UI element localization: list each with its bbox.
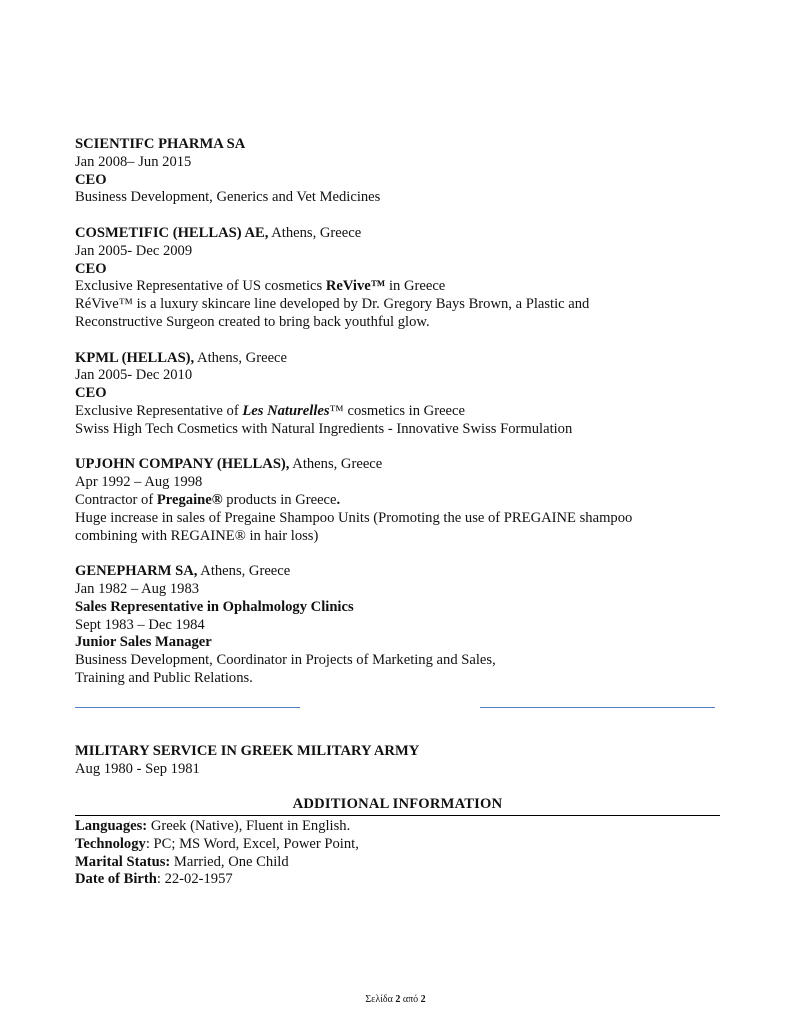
technology-label: Technology (75, 835, 146, 852)
job-description: Training and Public Relations. (75, 669, 253, 686)
company-line (75, 350, 725, 368)
technology-row (75, 836, 359, 854)
job-description: Business Development, Coordinator in Projects of Marketing and Sales, (75, 652, 496, 669)
job-description: Reconstructive Surgeon created to bring back youthful glow. (75, 313, 430, 330)
military-title: MILITARY SERVICE IN GREEK MILITARY ARMY (75, 743, 420, 759)
job-description: combining with REGAINE® in hair loss) (75, 527, 319, 544)
job-role: CEO (75, 171, 107, 188)
marital-value: Married, One Child (170, 853, 289, 870)
job-dates: Jan 2005- Dec 2009 (75, 242, 193, 259)
section-divider (75, 707, 715, 708)
job-dates: Jan 1982 – Aug 1983 (75, 580, 200, 597)
company-location: Athens, Greece (268, 224, 362, 241)
company-location: Athens, Greece (289, 456, 383, 473)
divider-gap (300, 706, 480, 709)
company-line (75, 456, 725, 474)
brand-name: ReVive™ (325, 278, 386, 295)
company-name: GENEPHARM SA, (75, 563, 198, 580)
brand-name: Les Naturelles (242, 402, 330, 419)
dob-label: Date of Birth (75, 871, 157, 888)
military-section (75, 743, 419, 779)
dob-row (75, 871, 359, 889)
company-location: Athens, Greece (197, 563, 291, 580)
footer-page-total: 2 (420, 994, 426, 1005)
job-entry (75, 136, 725, 207)
technology-value: : PC; MS Word, Excel, Power Point, (145, 835, 359, 852)
footer-page-number: 2 (395, 994, 401, 1005)
job-description: Swiss High Tech Cosmetics with Natural Ingredients - Innovative Swiss Formulation (75, 420, 573, 437)
company-line (75, 563, 725, 581)
job-description (75, 492, 725, 510)
job-dates: Sept 1983 – Dec 1984 (75, 616, 205, 633)
description-period: . (336, 491, 341, 508)
dob-value: : 22-02-1957 (156, 871, 233, 888)
job-entry (75, 456, 725, 545)
footer-middle: από (400, 994, 421, 1005)
job-dates: Apr 1992 – Aug 1998 (75, 474, 203, 491)
experience-section (75, 136, 725, 688)
job-entry (75, 563, 725, 688)
marital-row (75, 854, 359, 872)
languages-value: Greek (Native), Fluent in English. (147, 818, 351, 834)
job-role: CEO (75, 260, 107, 277)
company-location: Athens, Greece (194, 349, 287, 366)
additional-info-title: ADDITIONAL INFORMATION (292, 796, 503, 812)
job-role: CEO (75, 385, 107, 402)
company-line (75, 225, 725, 243)
description-text: products in Greece (222, 491, 337, 508)
job-entry (75, 225, 725, 332)
description-text: in Greece (385, 278, 446, 295)
company-name: UPJOHN COMPANY (HELLAS), (75, 456, 290, 473)
job-role: Sales Representative in Ophalmology Clinics (75, 598, 354, 615)
job-dates: Jan 2008– Jun 2015 (75, 153, 192, 170)
company-name: SCIENTIFC PHARMA SA (75, 136, 246, 152)
job-description (75, 278, 725, 296)
job-description: Business Development, Generics and Vet Medicines (75, 189, 381, 206)
job-entry (75, 350, 725, 439)
description-text: Exclusive Representative of US cosmetics (75, 278, 326, 295)
description-text: ™ cosmetics in Greece (329, 402, 465, 419)
additional-info-section (75, 818, 359, 889)
additional-info-underline (75, 815, 720, 816)
marital-label: Marital Status: (75, 853, 171, 870)
description-text: Exclusive Representative of (75, 402, 243, 419)
page-footer (0, 994, 791, 1005)
company-name: COSMETIFIC (HELLAS) AE, (75, 224, 269, 241)
job-description (75, 403, 725, 421)
job-role: Junior Sales Manager (75, 634, 212, 651)
job-description: Huge increase in sales of Pregaine Shampoo Units (Promoting the use of PREGAINE shampoo (75, 509, 633, 526)
languages-label: Languages: (75, 818, 148, 834)
job-description: RéVive™ is a luxury skincare line developed by Dr. Gregory Bays Brown, a Plastic and (75, 296, 590, 313)
company-name: KPML (HELLAS), (75, 349, 195, 366)
description-text: Contractor of (75, 491, 157, 508)
brand-name: Pregaine® (156, 491, 223, 508)
job-dates: Jan 2005- Dec 2010 (75, 367, 193, 384)
languages-row (75, 818, 359, 836)
military-dates: Aug 1980 - Sep 1981 (75, 760, 200, 777)
footer-prefix: Σελίδα (365, 994, 396, 1005)
